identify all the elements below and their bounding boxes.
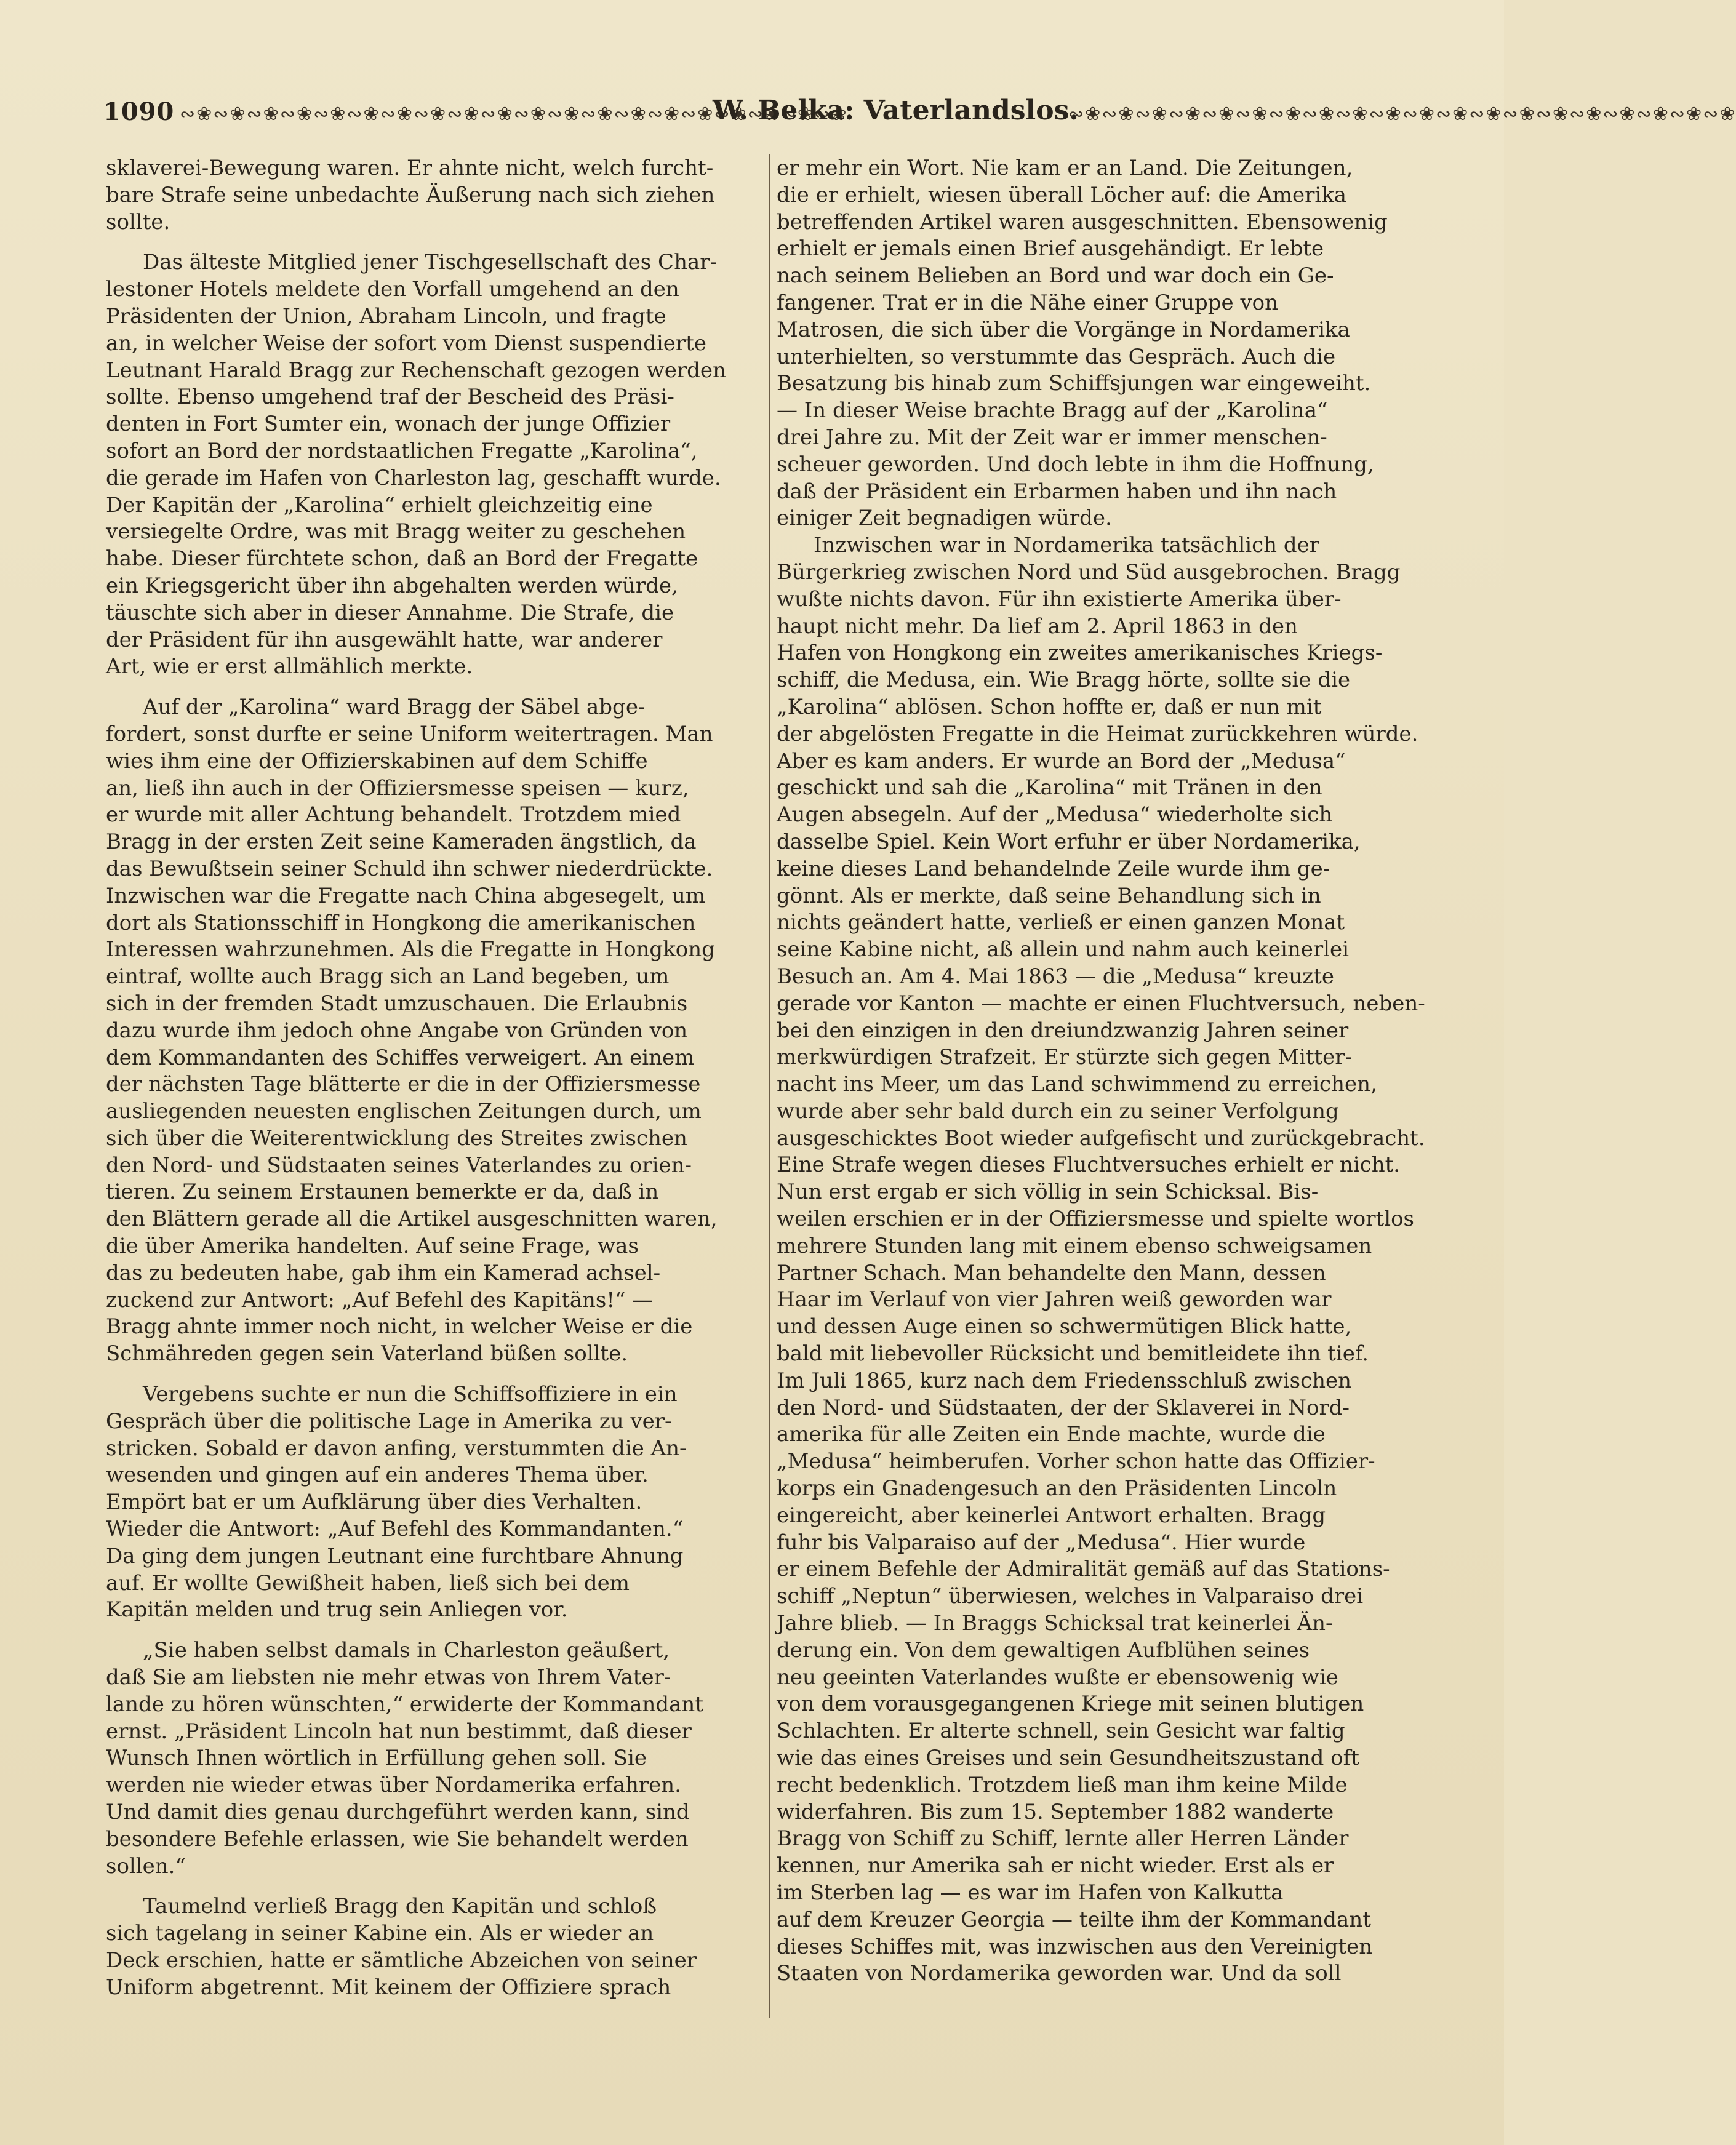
text-line: Und damit dies genau durchgeführt werden kann, sind [106,1800,690,1825]
text-line: eingereicht, aber keinerlei Antwort erhalten. Bragg [777,1503,1326,1528]
header-ornament-left: ∾❀∾❀∾❀∾❀∾❀∾❀∾❀∾❀∾❀∾❀∾❀∾❀∾❀∾❀∾❀∾❀∾❀∾❀∾❀∾❀ [180,103,848,125]
text-line: er wurde mit aller Achtung behandelt. Trotzdem mied [106,802,681,828]
text-line: Das älteste Mitglied jener Tischgesellschaft des Char- [143,250,717,275]
text-line: ein Kriegsgericht über ihn abgehalten werden würde, [106,573,678,598]
text-line: fuhr bis Valparaiso auf der „Medusa“. Hier wurde [777,1530,1306,1555]
text-line: seine Kabine nicht, aß allein und nahm auch keinerlei [777,937,1350,962]
text-line: ausgeschicktes Boot wieder aufgefischt und zurückgebracht. [777,1125,1425,1151]
text-line: Partner Schach. Man behandelte den Mann, dessen [777,1260,1326,1285]
text-line: mehrere Stunden lang mit einem ebenso schweigsamen [777,1233,1372,1258]
text-line: nichts geändert hatte, verließ er einen ganzen Monat [777,910,1345,935]
header-ornament-right: ∾❀∾❀∾❀∾❀∾❀∾❀∾❀∾❀∾❀∾❀∾❀∾❀∾❀∾❀∾❀∾❀∾❀∾❀∾❀∾❀ [1068,103,1736,125]
text-line: er mehr ein Wort. Nie kam er an Land. Die Zeitungen, [777,156,1353,180]
text-line: sollte. [106,209,170,234]
text-line: „Sie haben selbst damals in Charleston geäußert, [143,1638,670,1663]
text-line: erhielt er jemals einen Brief ausgehändigt. Er lebte [777,236,1324,262]
text-line: weilen erschien er in der Offiziersmesse und spielte wortlos [777,1207,1414,1232]
text-line: sollte. Ebenso umgehend traf der Bescheid des Präsi- [106,385,674,410]
text-line: sollen.“ [106,1853,186,1879]
text-line: „Medusa“ heimberufen. Vorher schon hatte das Offizier- [777,1449,1375,1474]
text-line: das zu bedeuten habe, gab ihm ein Kamerad achsel- [106,1260,661,1285]
text-line: neu geeinten Vaterlandes wußte er ebensowenig wie [777,1664,1338,1690]
text-line: das Bewußtsein seiner Schuld ihn schwer niederdrückte. [106,856,713,881]
text-line: Augen absegeln. Auf der „Medusa“ wiederholte sich [777,802,1333,828]
text-line: derung ein. Von dem gewaltigen Aufblühen seines [777,1637,1310,1663]
text-line: Uniform abgetrennt. Mit keinem der Offiziere sprach [106,1975,671,2000]
text-line: Kapitän melden und trug sein Anliegen vor. [106,1597,568,1623]
text-line: von dem vorausgegangenen Kriege mit seinen blutigen [777,1692,1364,1717]
text-line: er einem Befehle der Admiralität gemäß auf das Stations- [777,1557,1390,1582]
text-line: Jahre blieb. — In Braggs Schicksal trat keinerlei Än- [777,1611,1333,1636]
text-line: haupt nicht mehr. Da lief am 2. April 1863 in den [777,613,1298,639]
text-line: ausliegenden neuesten englischen Zeitungen durch, um [106,1099,702,1124]
text-line: Eine Strafe wegen dieses Fluchtversuches erhielt er nicht. [777,1152,1401,1178]
text-line: denten in Fort Sumter ein, wonach der junge Offizier [106,412,671,437]
text-line: Taumelnd verließ Bragg den Kapitän und schloß [143,1894,657,1919]
text-line: versiegelte Ordre, was mit Bragg weiter zu geschehen [106,519,686,545]
text-line: Besuch an. Am 4. Mai 1863 — die „Medusa“ kreuzte [777,964,1334,989]
text-line: sklaverei-Bewegung waren. Er ahnte nicht, welch furcht- [106,156,714,180]
text-line: geschickt und sah die „Karolina“ mit Tränen in den [777,775,1322,801]
text-line: an, ließ ihn auch in der Offiziersmesse speisen — kurz, [106,775,689,801]
text-line: sich in der fremden Stadt umzuschauen. Die Erlaubnis [106,991,688,1016]
text-line: Hafen von Hongkong ein zweites amerikanisches Kriegs- [777,641,1383,666]
page-number: 1090 [103,97,175,126]
text-line: merkwürdigen Strafzeit. Er stürzte sich gegen Mitter- [777,1045,1353,1070]
page-header [103,86,1736,142]
text-line: Wieder die Antwort: „Auf Befehl des Kommandanten.“ [106,1517,684,1542]
text-line: stricken. Sobald er davon anfing, verstummten die An- [106,1436,687,1461]
text-line: fangener. Trat er in die Nähe einer Gruppe von [777,290,1279,315]
text-line: korps ein Gnadengesuch an den Präsidenten Lincoln [777,1476,1337,1501]
text-line: wesenden und gingen auf ein anderes Thema über. [106,1463,649,1488]
text-line: der Präsident für ihn ausgewählt hatte, war anderer [106,627,663,652]
text-line: widerfahren. Bis zum 15. September 1882 wanderte [777,1799,1334,1824]
running-title: W. Belka: Vaterlandslos. [713,95,1079,126]
text-line: fordert, sonst durfte er seine Uniform weitertragen. Man [106,721,713,746]
text-line: dem Kommandanten des Schiffes verweigert. An einem [106,1045,695,1070]
text-line: Besatzung bis hinab zum Schiffsjungen war eingeweiht. [777,371,1371,396]
text-line: Inzwischen war in Nordamerika tatsächlich der [814,533,1320,558]
text-line: wies ihm eine der Offizierskabinen auf dem Schiffe [106,748,648,773]
text-line: die er erhielt, wiesen überall Löcher auf: die Amerika [777,182,1347,207]
text-line: Leutnant Harald Bragg zur Rechenschaft gezogen werden [106,358,726,383]
text-line: die gerade im Hafen von Charleston lag, geschafft wurde. [106,465,721,490]
text-line: Schlachten. Er alterte schnell, sein Gesicht war faltig [777,1719,1345,1744]
text-line: den Nord- und Südstaaten, der der Sklaverei in Nord- [777,1395,1350,1420]
text-line: nach seinem Belieben an Bord und war doch ein Ge- [777,263,1334,289]
text-line: täuschte sich aber in dieser Annahme. Die Strafe, die [106,600,674,625]
text-line: auf dem Kreuzer Georgia — teilte ihm der Kommandant [777,1907,1371,1932]
text-line: Aber es kam anders. Er wurde an Bord der „Medusa“ [777,748,1346,773]
text-line: wie das eines Greises und sein Gesundheitszustand oft [777,1746,1359,1771]
text-line: wußte nichts davon. Für ihn existierte Amerika über- [777,586,1342,612]
text-line: an, in welcher Weise der sofort vom Dienst suspendierte [106,330,706,356]
text-line: Bragg ahnte immer noch nicht, in welcher Weise er die [106,1314,693,1340]
text-line: bei den einzigen in den dreiundzwanzig Jahren seiner [777,1018,1349,1043]
text-line: Deck erschien, hatte er sämtliche Abzeichen von seiner [106,1948,697,1973]
text-line: lande zu hören wünschten,“ erwiderte der Kommandant [106,1692,703,1717]
text-line: zuckend zur Antwort: „Auf Befehl des Kapitäns!“ — [106,1287,654,1312]
text-line: recht bedenklich. Trotzdem ließ man ihm keine Milde [777,1772,1348,1797]
text-line: eintraf, wollte auch Bragg sich an Land begeben, um [106,964,670,989]
text-line: daß Sie am liebsten nie mehr etwas von Ihrem Vater- [106,1665,671,1690]
text-line: Haar im Verlauf von vier Jahren weiß geworden war [777,1287,1332,1312]
text-line: besondere Befehle erlassen, wie Sie behandelt werden [106,1826,689,1851]
text-line: Interessen wahrzunehmen. Als die Fregatte in Hongkong [106,937,715,962]
text-line: der nächsten Tage blätterte er die in der Offiziersmesse [106,1072,701,1097]
text-line: und dessen Auge einen so schwermütigen Blick hatte, [777,1314,1352,1340]
text-line: betreffenden Artikel waren ausgeschnitten. Ebensowenig [777,209,1388,234]
text-line: — In dieser Weise brachte Bragg auf der „Karolina“ [777,398,1328,423]
text-line: Staaten von Nordamerika geworden war. Und da soll [777,1961,1342,1986]
text-line: im Sterben lag — es war im Hafen von Kalkutta [777,1880,1284,1905]
text-line: wurde aber sehr bald durch ein zu seiner Verfolgung [777,1098,1339,1124]
text-line: Gespräch über die politische Lage in Amerika zu ver- [106,1408,672,1434]
text-line: Vergebens suchte er nun die Schiffsoffiziere in ein [143,1382,678,1407]
text-line: schiff „Neptun“ überwiesen, welches in Valparaiso drei [777,1584,1364,1609]
text-line: sofort an Bord der nordstaatlichen Fregatte „Karolina“, [106,438,698,463]
text-line: Da ging dem jungen Leutnant eine furchtbare Ahnung [106,1543,684,1568]
text-line: nacht ins Meer, um das Land schwimmend zu erreichen, [777,1072,1377,1097]
right-text-column [777,155,1435,1987]
text-line: dasselbe Spiel. Kein Wort erfuhr er über Nordamerika, [777,829,1361,854]
text-line: werden nie wieder etwas über Nordamerika erfahren. [106,1773,681,1798]
text-line: die über Amerika handelten. Auf seine Frage, was [106,1234,639,1259]
text-line: dieses Schiffes mit, was inzwischen aus den Vereinigten [777,1934,1373,1959]
text-line: sich tagelang in seiner Kabine ein. Als er wieder an [106,1921,654,1946]
text-line: daß der Präsident ein Erbarmen haben und ihn nach [777,479,1337,504]
text-line: den Nord- und Südstaaten seines Vaterlandes zu orien- [106,1152,692,1178]
text-line: bare Strafe seine unbedachte Äußerung nach sich ziehen [106,182,715,207]
text-line: unterhielten, so verstummte das Gespräch. Auch die [777,344,1336,369]
text-line: bald mit liebevoller Rücksicht und bemitleidete ihn tief. [777,1341,1369,1367]
text-line: gönnt. Als er merkte, daß seine Behandlung sich in [777,883,1321,908]
text-line: Matrosen, die sich über die Vorgänge in Nordamerika [777,317,1350,342]
text-line: habe. Dieser fürchtete schon, daß an Bord der Fregatte [106,546,698,572]
text-line: der abgelösten Fregatte in die Heimat zurückkehren würde. [777,721,1418,746]
text-line: Nun erst ergab er sich völlig in sein Schicksal. Bis- [777,1180,1319,1205]
text-line: Auf der „Karolina“ ward Bragg der Säbel abge- [143,695,646,720]
text-line: Wunsch Ihnen wörtlich in Erfüllung gehen soll. Sie [106,1746,647,1771]
text-line: sich über die Weiterentwicklung des Streites zwischen [106,1125,687,1151]
text-line: Bürgerkrieg zwischen Nord und Süd ausgebrochen. Bragg [777,559,1401,585]
text-line: Empört bat er um Aufklärung über dies Verhalten. [106,1490,642,1515]
text-line: Bragg in der ersten Zeit seine Kameraden ängstlich, da [106,829,697,855]
text-line: Präsidenten der Union, Abraham Lincoln, und fragte [106,303,666,329]
text-line: „Karolina“ ablösen. Schon hoffte er, daß er nun mit [777,694,1322,719]
text-line: Inzwischen war die Fregatte nach China abgesegelt, um [106,883,706,908]
text-line: drei Jahre zu. Mit der Zeit war er immer menschen- [777,425,1327,450]
text-line: dazu wurde ihm jedoch ohne Angabe von Gründen von [106,1018,688,1043]
text-line: gerade vor Kanton — machte er einen Fluchtversuch, neben- [777,991,1425,1016]
text-line: Art, wie er erst allmählich merkte. [106,654,473,679]
text-line: Bragg von Schiff zu Schiff, lernte aller Herren Länder [777,1826,1349,1851]
text-line: den Blättern gerade all die Artikel ausgeschnitten waren, [106,1207,718,1232]
text-line: schiff, die Medusa, ein. Wie Bragg hörte, sollte sie die [777,668,1351,693]
text-line: scheuer geworden. Und doch lebte in ihm die Hoffnung, [777,452,1374,477]
text-line: Im Juli 1865, kurz nach dem Friedensschluß zwischen [777,1368,1352,1393]
text-line: lestoner Hotels meldete den Vorfall umgehend an den [106,277,679,302]
text-line: einiger Zeit begnadigen würde. [777,506,1112,531]
text-line: Schmähreden gegen sein Vaterland büßen sollte. [106,1341,628,1367]
text-line: keine dieses Land behandelnde Zeile wurde ihm ge- [777,856,1330,881]
text-line: kennen, nur Amerika sah er nicht wieder. Erst als er [777,1853,1334,1879]
text-line: Der Kapitän der „Karolina“ erhielt gleichzeitig eine [106,492,653,517]
left-text-column [106,155,764,2002]
text-line: auf. Er wollte Gewißheit haben, ließ sich bei dem [106,1570,630,1596]
text-line: ernst. „Präsident Lincoln hat nun bestimmt, daß dieser [106,1719,692,1744]
text-line: dort als Stationsschiff in Hongkong die amerikanischen [106,910,696,935]
column-divider [769,154,770,2018]
text-line: tieren. Zu seinem Erstaunen bemerkte er da, daß in [106,1180,659,1205]
text-line: amerika für alle Zeiten ein Ende machte, wurde die [777,1422,1326,1447]
